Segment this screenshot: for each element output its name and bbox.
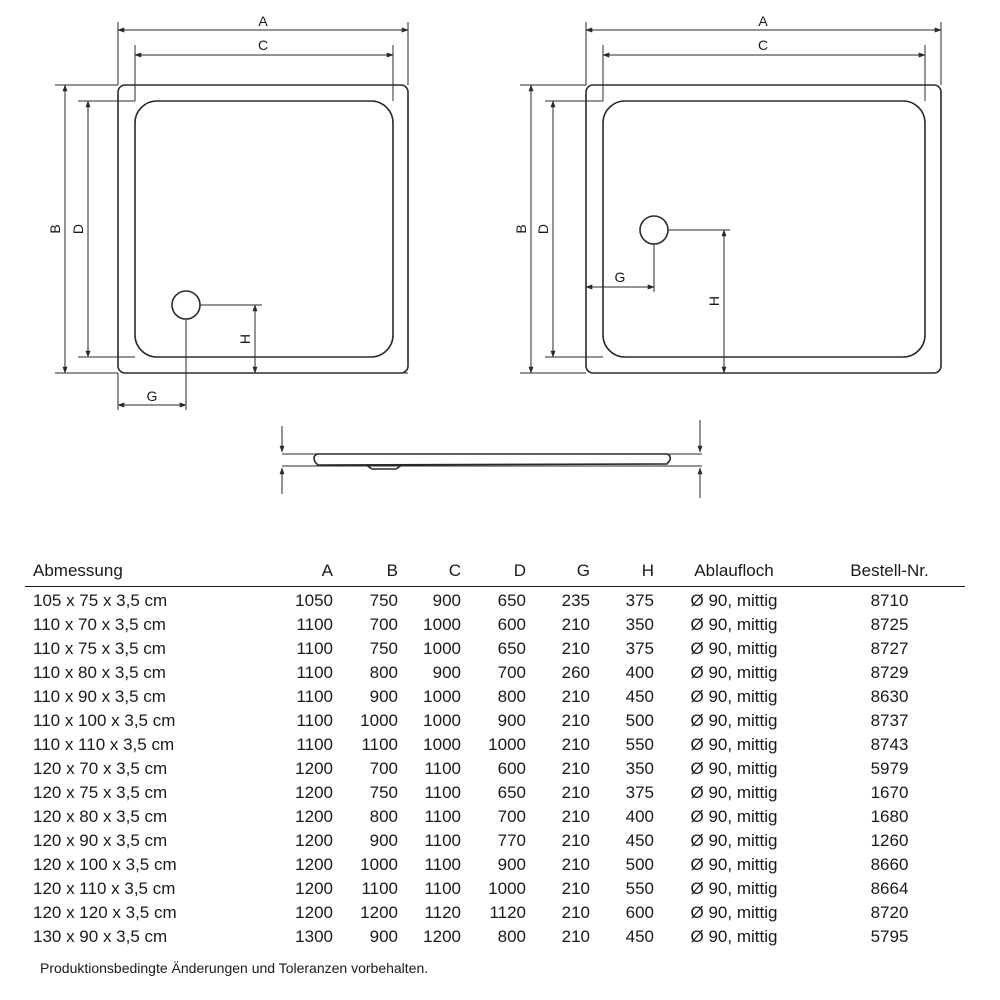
cell-abmessung: 110 x 100 x 3,5 cm (33, 711, 176, 730)
cell-g: 210 (561, 735, 590, 754)
cell-b: 1100 (361, 879, 398, 898)
cell-ablaufloch: Ø 90, mittig (690, 759, 778, 778)
dim-label-b: B (513, 224, 529, 234)
cell-h: 500 (625, 855, 654, 874)
cell-bestell: 8743 (870, 735, 909, 754)
cell-bestell: 8720 (870, 903, 909, 922)
cell-abmessung: 120 x 100 x 3,5 cm (33, 855, 177, 874)
cell-h: 400 (625, 663, 654, 682)
cell-h: 450 (625, 687, 654, 706)
cell-a: 1300 (295, 927, 333, 946)
cell-b: 1000 (360, 855, 398, 874)
cell-c: 1100 (424, 879, 461, 898)
cell-g: 210 (561, 687, 590, 706)
cell-ablaufloch: Ø 90, mittig (690, 591, 778, 610)
cell-c: 1200 (423, 927, 461, 946)
cell-bestell: 8660 (870, 855, 909, 874)
cell-c: 1000 (423, 639, 461, 658)
tray-side-profile (282, 420, 702, 498)
cell-c: 1000 (423, 711, 461, 730)
dim-label-b: B (47, 224, 63, 234)
table-row (25, 805, 965, 829)
table-row (25, 781, 965, 805)
cell-bestell: 1680 (870, 807, 909, 826)
cell-b: 800 (369, 663, 398, 682)
cell-abmessung: 120 x 90 x 3,5 cm (33, 831, 168, 850)
table-row (25, 853, 965, 877)
cell-a: 1100 (296, 615, 333, 634)
cell-c: 1120 (424, 903, 461, 922)
cell-b: 900 (369, 831, 398, 850)
cell-b: 1200 (360, 903, 398, 922)
cell-d: 1000 (488, 879, 526, 898)
cell-ablaufloch: Ø 90, mittig (690, 807, 778, 826)
cell-a: 1200 (295, 783, 333, 802)
cell-h: 450 (625, 927, 654, 946)
cell-abmessung: 120 x 75 x 3,5 cm (33, 783, 168, 802)
cell-a: 1100 (296, 639, 333, 658)
cell-b: 1100 (361, 735, 398, 754)
cell-b: 750 (369, 591, 398, 610)
cell-abmessung: 120 x 80 x 3,5 cm (33, 807, 168, 826)
cell-h: 400 (625, 807, 654, 826)
cell-h: 375 (625, 783, 654, 802)
cell-g: 210 (561, 927, 590, 946)
cell-a: 1100 (296, 711, 333, 730)
cell-abmessung: 120 x 70 x 3,5 cm (33, 759, 168, 778)
cell-abmessung: 110 x 90 x 3,5 cm (33, 687, 166, 706)
cell-g: 235 (561, 591, 590, 610)
dim-label-a: A (258, 13, 268, 29)
tray-inner-surface (135, 101, 393, 357)
cell-a: 1200 (295, 807, 333, 826)
cell-b: 750 (369, 783, 398, 802)
dim-label-h: H (706, 295, 722, 307)
cell-bestell: 1670 (870, 783, 909, 802)
table-row (25, 757, 965, 781)
cell-c: 1100 (424, 783, 461, 802)
cell-a: 1100 (296, 735, 333, 754)
col-header-g: G (526, 556, 590, 587)
col-header-h: H (590, 556, 654, 587)
tray-outline (118, 85, 408, 373)
cell-c: 1000 (423, 735, 461, 754)
table-row (25, 587, 965, 614)
cell-g: 210 (561, 807, 590, 826)
cell-g: 210 (561, 711, 590, 730)
cell-abmessung: 110 x 80 x 3,5 cm (33, 663, 166, 682)
cell-d: 700 (497, 663, 526, 682)
cell-g: 210 (561, 759, 590, 778)
cell-g: 210 (561, 615, 590, 634)
cell-h: 375 (625, 591, 654, 610)
col-header-d: D (461, 556, 526, 587)
cell-bestell: 8729 (870, 663, 909, 682)
cell-ablaufloch: Ø 90, mittig (690, 879, 778, 898)
cell-abmessung: 110 x 70 x 3,5 cm (33, 615, 166, 634)
cell-c: 1000 (423, 687, 461, 706)
table-row (25, 733, 965, 757)
dim-label-g: G (614, 269, 626, 285)
cell-d: 800 (497, 927, 526, 946)
table-row (25, 709, 965, 733)
cell-c: 900 (432, 663, 461, 682)
table-row (25, 685, 965, 709)
cell-ablaufloch: Ø 90, mittig (690, 639, 778, 658)
cell-h: 375 (625, 639, 654, 658)
dim-label-c: C (257, 37, 269, 53)
cell-b: 900 (369, 927, 398, 946)
cell-ablaufloch: Ø 90, mittig (690, 711, 778, 730)
cell-a: 1200 (295, 855, 333, 874)
cell-b: 700 (369, 759, 398, 778)
cell-a: 1100 (296, 687, 333, 706)
cell-h: 600 (625, 903, 654, 922)
cell-ablaufloch: Ø 90, mittig (690, 687, 778, 706)
cell-d: 900 (497, 711, 526, 730)
cell-abmessung: 110 x 110 x 3,5 cm (33, 735, 175, 754)
cell-ablaufloch: Ø 90, mittig (690, 927, 778, 946)
table-row (25, 925, 965, 949)
cell-d: 700 (497, 807, 526, 826)
cell-a: 1050 (295, 591, 333, 610)
cell-c: 1100 (424, 807, 461, 826)
cell-bestell: 1260 (870, 831, 909, 850)
cell-ablaufloch: Ø 90, mittig (690, 831, 778, 850)
cell-a: 1200 (295, 879, 333, 898)
table-row (25, 829, 965, 853)
cell-h: 550 (625, 879, 654, 898)
cell-ablaufloch: Ø 90, mittig (690, 903, 778, 922)
cell-bestell: 5979 (870, 759, 909, 778)
cell-b: 900 (369, 687, 398, 706)
cell-b: 1000 (360, 711, 398, 730)
cell-bestell: 8664 (870, 879, 909, 898)
cell-abmessung: 120 x 120 x 3,5 cm (33, 903, 177, 922)
cell-ablaufloch: Ø 90, mittig (690, 663, 778, 682)
table-header-row (25, 556, 965, 587)
cell-d: 600 (497, 615, 526, 634)
col-header-ablaufloch: Ablaufloch (654, 556, 814, 587)
col-header-bestell-nr: Bestell-Nr. (814, 556, 965, 587)
cell-ablaufloch: Ø 90, mittig (690, 783, 778, 802)
cell-bestell: 8710 (870, 591, 909, 610)
cell-b: 800 (369, 807, 398, 826)
cell-a: 1200 (295, 903, 333, 922)
cell-c: 900 (432, 591, 461, 610)
cell-a: 1200 (295, 759, 333, 778)
cell-c: 1100 (424, 831, 461, 850)
cell-abmessung: 105 x 75 x 3,5 cm (33, 591, 168, 610)
cell-b: 750 (369, 639, 398, 658)
cell-bestell: 8737 (870, 711, 909, 730)
dim-label-g: G (146, 388, 158, 404)
cell-c: 1100 (424, 759, 461, 778)
drain-hole (172, 291, 200, 319)
cell-g: 260 (561, 663, 590, 682)
table-row (25, 901, 965, 925)
cell-d: 650 (497, 783, 526, 802)
col-header-b: B (333, 556, 398, 587)
col-header-abmessung: Abmessung (25, 556, 288, 587)
cell-g: 210 (561, 831, 590, 850)
cell-d: 900 (497, 855, 526, 874)
cell-d: 600 (497, 759, 526, 778)
dim-label-h: H (237, 333, 253, 345)
cell-g: 210 (561, 639, 590, 658)
tray-top-view-corner-drain (47, 13, 408, 410)
cell-ablaufloch: Ø 90, mittig (690, 615, 778, 634)
dim-label-d: D (70, 223, 86, 235)
cell-g: 210 (561, 855, 590, 874)
cell-bestell: 5795 (870, 927, 909, 946)
table-row (25, 637, 965, 661)
cell-h: 450 (625, 831, 654, 850)
tray-top-view-side-drain (513, 13, 941, 373)
cell-bestell: 8630 (870, 687, 909, 706)
cell-c: 1000 (423, 615, 461, 634)
tray-profile-outline (314, 454, 670, 465)
cell-bestell: 8725 (870, 615, 909, 634)
cell-ablaufloch: Ø 90, mittig (690, 735, 778, 754)
cell-d: 800 (497, 687, 526, 706)
dim-label-d: D (535, 223, 551, 235)
cell-g: 210 (561, 879, 590, 898)
cell-h: 350 (625, 759, 654, 778)
cell-abmessung: 130 x 90 x 3,5 cm (33, 927, 168, 946)
cell-a: 1100 (296, 663, 333, 682)
cell-abmessung: 120 x 110 x 3,5 cm (33, 879, 176, 898)
cell-c: 1100 (424, 855, 461, 874)
cell-d: 650 (497, 639, 526, 658)
dim-label-c: C (757, 37, 769, 53)
dim-label-a: A (758, 13, 768, 29)
cell-g: 210 (561, 783, 590, 802)
cell-h: 500 (625, 711, 654, 730)
tray-inner-surface (603, 101, 925, 357)
cell-d: 770 (497, 831, 526, 850)
drain-hole (640, 216, 668, 244)
cell-h: 350 (625, 615, 654, 634)
cell-d: 650 (497, 591, 526, 610)
cell-h: 550 (625, 735, 654, 754)
cell-abmessung: 110 x 75 x 3,5 cm (33, 639, 166, 658)
col-header-a: A (288, 556, 333, 587)
footnote: Produktionsbedingte Änderungen und Toleranzen vorbehalten. (40, 960, 429, 976)
table-row (25, 661, 965, 685)
cell-d: 1000 (488, 735, 526, 754)
col-header-c: C (398, 556, 461, 587)
cell-b: 700 (369, 615, 398, 634)
table-row (25, 877, 965, 901)
cell-bestell: 8727 (870, 639, 909, 658)
cell-g: 210 (561, 903, 590, 922)
cell-ablaufloch: Ø 90, mittig (690, 855, 778, 874)
dimensions-table (25, 556, 965, 949)
cell-a: 1200 (295, 831, 333, 850)
cell-d: 1120 (489, 903, 526, 922)
table-row (25, 613, 965, 637)
